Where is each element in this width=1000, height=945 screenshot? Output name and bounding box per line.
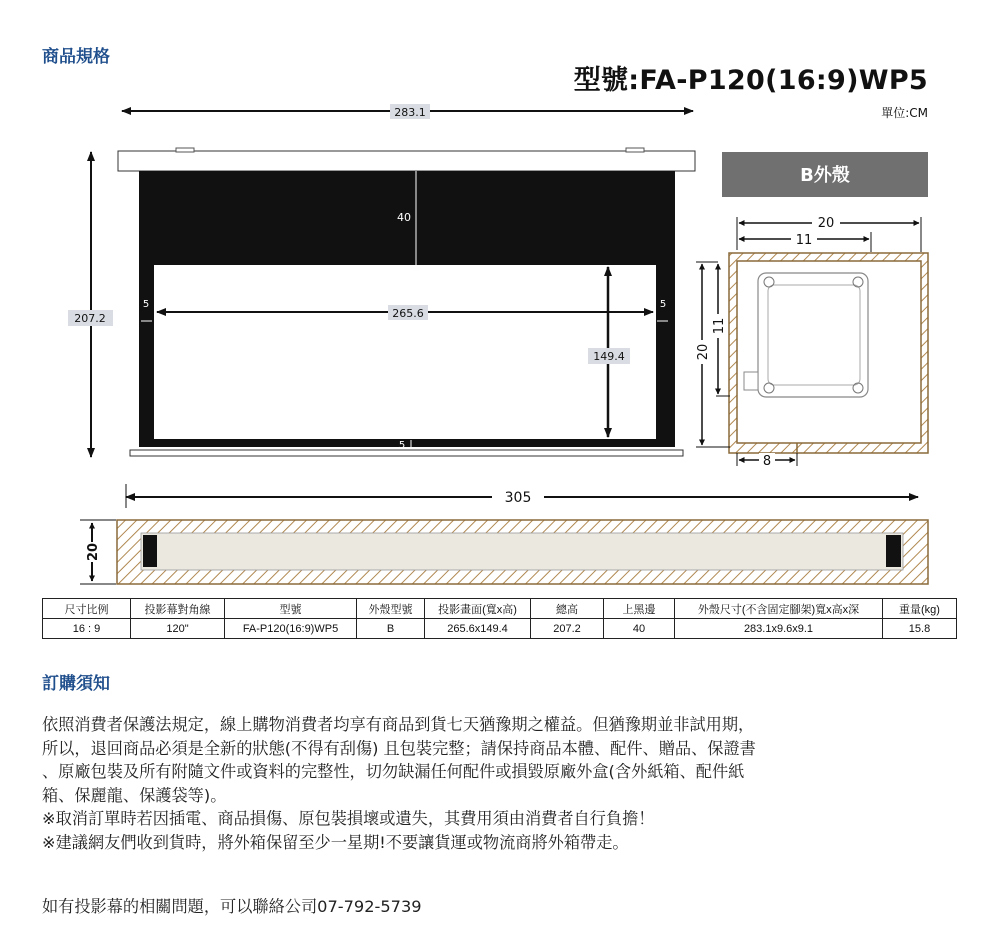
- table-cell: B: [357, 619, 425, 639]
- notice-line: 箱、保麗龍、保護袋等)。: [42, 785, 227, 805]
- case-inner-height-label: 11: [712, 317, 727, 335]
- model-title: 型號:FA-P120(16:9)WP5: [573, 65, 928, 96]
- spec-table-header-row: [43, 599, 957, 619]
- height-label: 207.2: [74, 312, 106, 325]
- case-side-label: 20: [86, 542, 101, 562]
- table-cell: 207.2: [531, 619, 604, 639]
- table-header: 投影畫面(寬x高): [425, 599, 531, 619]
- table-header: 外殼型號: [357, 599, 425, 619]
- rolled-screen: [141, 533, 903, 570]
- table-header: 型號: [225, 599, 357, 619]
- screen-image-area: [154, 265, 656, 439]
- spec-table-row: [43, 619, 957, 639]
- notice-line: 、原廠包裝及所有附隨文件或資料的完整性，切勿缺漏任何配件或損毀原廠外盒(含外紙箱、配件紙: [42, 762, 745, 781]
- notice-line: 所以，退回商品必須是全新的狀態(不得有刮傷) 且包裝完整；請保持商品本體、配件、贈品、保證書: [42, 738, 756, 758]
- image-height-label: 149.4: [593, 350, 625, 363]
- case-length-label: 305: [504, 490, 532, 506]
- table-cell: 40: [604, 619, 675, 639]
- table-header: 外殼尺寸(不含固定腳架)寬x高x深: [675, 599, 883, 619]
- screen-bottom-bar: [130, 450, 683, 456]
- notice-line: ※取消訂單時若因插電、商品損傷、原包裝損壞或遺失，其費用須由消費者自行負擔！: [42, 809, 655, 828]
- case-outer-width-label: 20: [817, 216, 835, 231]
- unit-label: 單位:CM: [881, 106, 928, 120]
- table-header: 上黑邊: [604, 599, 675, 619]
- table-header: 重量(kg): [883, 599, 957, 619]
- order-notice: [42, 713, 972, 854]
- table-header: 尺寸比例: [43, 599, 131, 619]
- top-black-label: 40: [397, 211, 411, 224]
- notice-line: 依照消費者保護法規定，線上購物消費者均享有商品到貨七天猶豫期之權益。但猶豫期並非試用期，: [42, 715, 755, 734]
- table-cell: 15.8: [883, 619, 957, 639]
- case-bottom-label: 8: [762, 454, 772, 469]
- image-width-label: 265.6: [392, 307, 424, 320]
- bottom-border-label: 5: [398, 440, 406, 451]
- spec-section-title: 商品規格: [42, 47, 110, 67]
- table-header: 投影幕對角線: [131, 599, 225, 619]
- table-cell: 283.1x9.6x9.1: [675, 619, 883, 639]
- contact-info: 如有投影幕的相關問題，可以聯絡公司07-792-5739: [42, 897, 422, 916]
- screen-housing: [118, 151, 695, 171]
- table-cell: 16 : 9: [43, 619, 131, 639]
- case-inner-width-label: 11: [795, 233, 813, 248]
- table-cell: 265.6x149.4: [425, 619, 531, 639]
- width-label: 283.1: [394, 106, 426, 119]
- spec-table: [42, 598, 957, 639]
- case-type-label: B外殼: [800, 165, 850, 186]
- table-header: 總高: [531, 599, 604, 619]
- table-cell: FA-P120(16:9)WP5: [225, 619, 357, 639]
- side-border-right-label: 5: [659, 299, 667, 310]
- side-border-left-label: 5: [142, 299, 150, 310]
- table-cell: 120": [131, 619, 225, 639]
- case-outer-height-label: 20: [696, 343, 711, 361]
- order-section-title: 訂購須知: [42, 674, 110, 694]
- case-bracket-illustration: [744, 273, 868, 397]
- notice-line: ※建議網友們收到貨時，將外箱保留至少一星期!不要讓貨運或物流商將外箱帶走。: [42, 832, 629, 852]
